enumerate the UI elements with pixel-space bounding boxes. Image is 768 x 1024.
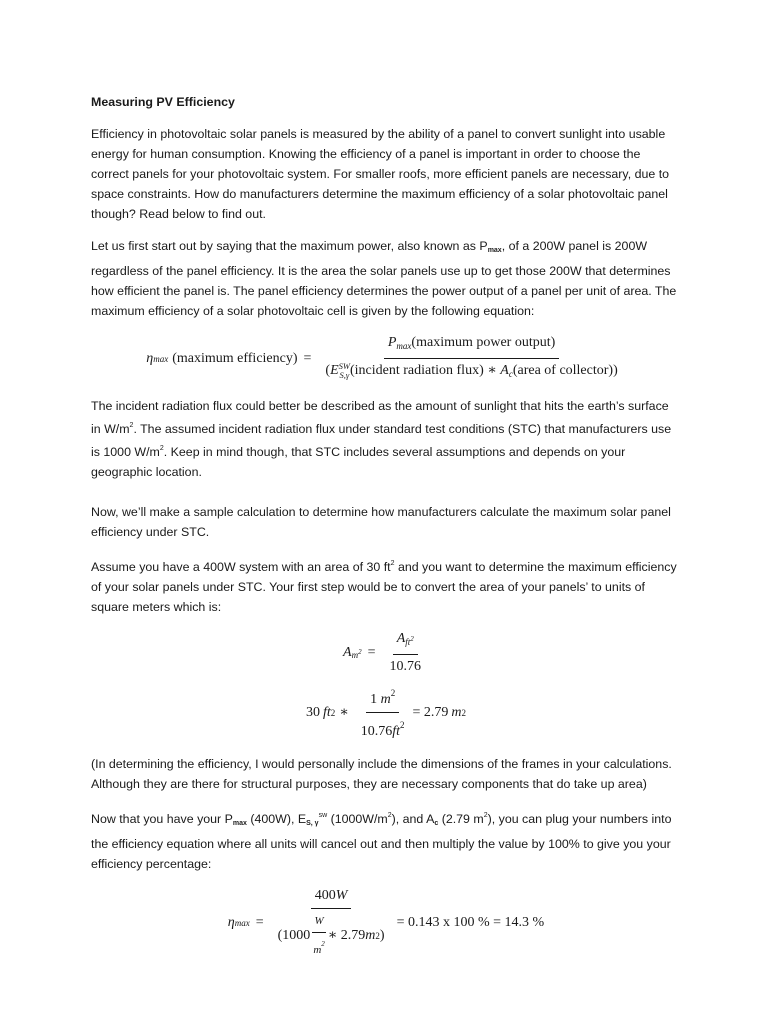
radiation-flux-paragraph: The incident radiation flux could better be described as the amount of sunlight that hits the earth’s surface in $W/m^2$. The assumed incident radiation flux under standard test conditions (STC) that manufacturers use is 1000 $W/m^2$. Keep in mind though, that STC includes several assumptions and depends on your geographic location.: [91, 399, 672, 479]
intro-paragraph: Efficiency in photovoltaic solar panels is measured by the ability of a panel to convert sunlight into usable energy for human consumption. Knowing the efficiency of a panel is important in order to choose the correct panels for your photovoltaic system. For smaller roofs, more efficient panels are necessary, due to space constraints. How do manufacturers determine the maximum efficiency of a solar photovoltaic panel though? Read below to find out.: [91, 127, 670, 221]
frames-note-paragraph: (In determining the efficiency, I would personally include the dimensions of the frames in your calculations. Although they are there for structural purposes, they are necessary components that do take up area): [91, 757, 672, 791]
document-page: [91, 92, 681, 960]
max-power-paragraph: Let us first start out by saying that the maximum power, also known as $P_{max}$, of a 200W panel is 200W regardless of the panel efficiency. It is the area the solar panels use up to get those 200W that determines how efficient the panel is. The panel efficiency determines the power output of a panel per unit of area. The maximum efficiency of a solar photovoltaic cell is given by the following equation:: [91, 239, 677, 318]
area-calculation-equation: 30 ft 2 ∗ $\frac{1 m^2}{10.76ft^2}$ = 2.79 m 2: [91, 683, 681, 742]
efficiency-equation: η max (maximum efficiency) = $P_{max}(maximum$ power output) (E SW S,γ (incident radiation flux) ∗ $A_c(area$ of collector)): [146, 335, 618, 380]
system-area-paragraph: Assume you have a 400W system with an area of 30 $ft^2$ and you want to determine the maximum efficiency of your solar panels under STC. Your first step would be to convert the area of your panels’ to units of square meters which is:: [91, 560, 677, 614]
efficiency-result-equation: η max = 400W (1000 $\frac{W}{m^2}$ ∗ 2.79 m 2 ) = 0.143 x 100 % = 14.3 %: [227, 888, 545, 956]
document-title: Measuring PV Efficiency: [91, 95, 235, 109]
area-conversion-equation: A $m^2$ = $\frac{A_{ft^2}}{10.76}$: [343, 631, 421, 674]
plug-in-paragraph: Now that you have your $P_{max}$ (400W), $E_{S, \gamma}^{sw}$ $(1000W/m^2)$, and $A_c$ (2.79 $m^2$), you can plug your numbers into the efficiency equation where all units will cancel out and then multiply the value by 100% to give you your efficiency percentage:: [91, 812, 672, 871]
sample-calculation-paragraph: Now, we’ll make a sample calculation to determine how manufacturers calculate the maximum solar panel efficiency under STC.: [91, 505, 671, 539]
